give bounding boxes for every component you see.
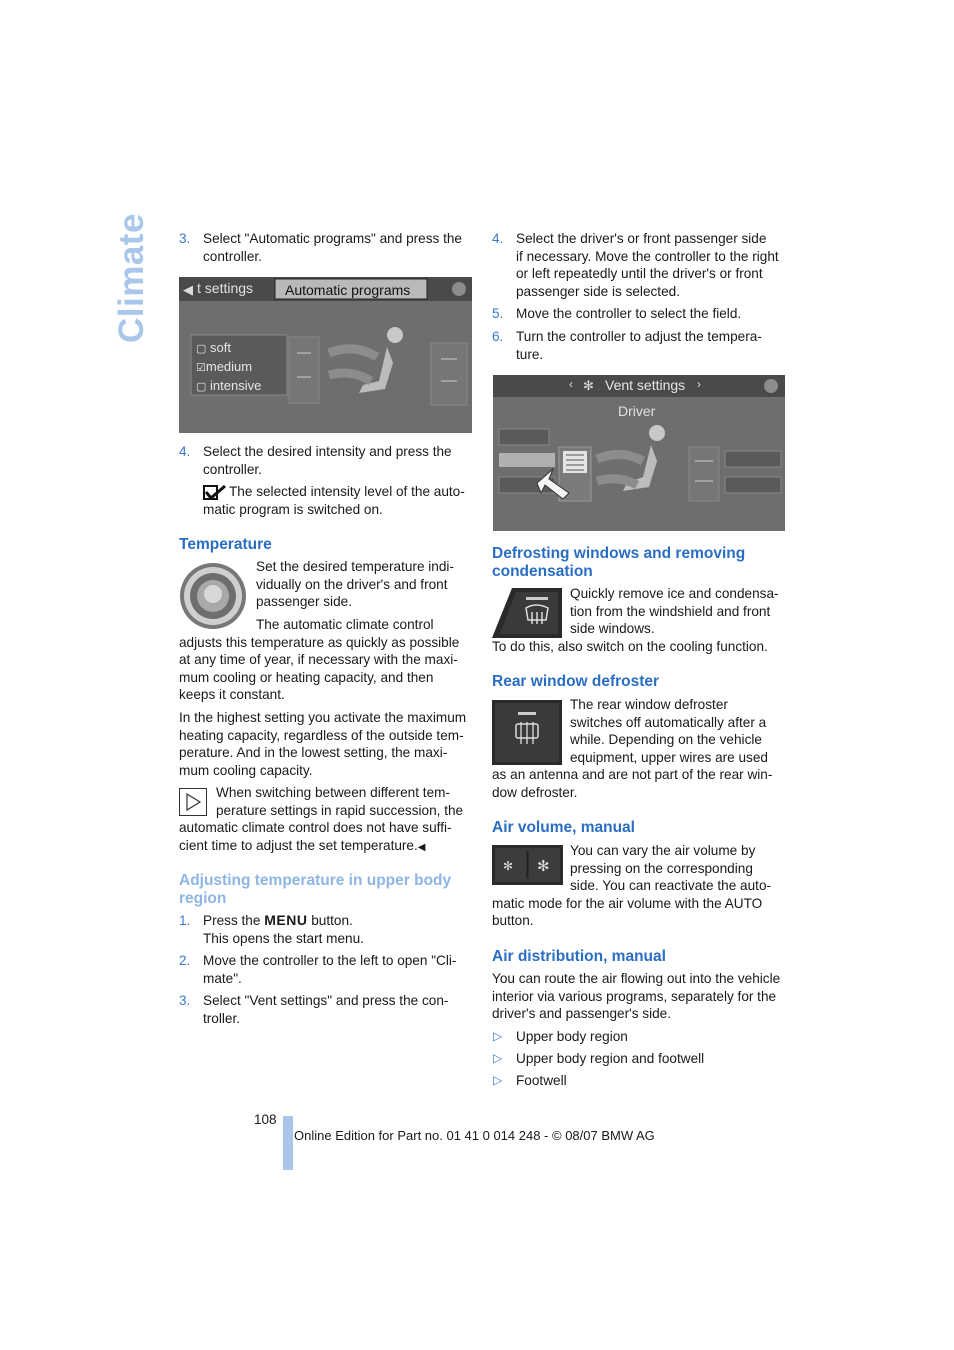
list-item: Footwell — [516, 1073, 567, 1088]
step-text: Move the controller to the left to open "Cli- mate". — [203, 953, 457, 986]
step-text: Select "Vent settings" and press the con- troller. — [203, 993, 449, 1026]
air-distribution-text: You can route the air flowing out into the vehicle interior via various programs, separately for the driver's and passenger's side. — [492, 971, 781, 1022]
step-text: Select "Automatic programs" and press the controller. — [203, 231, 462, 264]
page-number: 108 — [254, 1112, 277, 1127]
list-item: Upper body region and footwell — [516, 1051, 705, 1066]
section-side-title: Climate — [112, 213, 151, 343]
menu-button-label: MENU — [264, 912, 308, 928]
step-text: Turn the controller to adjust the tempera- ture. — [516, 329, 762, 362]
tab-automatic-programs[interactable]: Automatic programs — [285, 282, 411, 298]
bullet-icon: ▷ — [493, 1051, 503, 1065]
footer-accent-bar — [283, 1116, 293, 1170]
heading-air-distribution: Air distribution, manual — [492, 948, 666, 965]
heading-rear-window-defroster: Rear window defroster — [492, 673, 660, 690]
rear-defrost-text: The rear window defroster switches off automatically after a while. Depending on the vehicle equipment, upper wires are used as an antenna and are not part of the rear win- dow defroster. — [492, 697, 773, 800]
automatic-programs-screen — [179, 277, 472, 433]
tab-vent-settings[interactable]: t settings — [197, 280, 254, 296]
next-arrow-icon[interactable]: › — [697, 377, 701, 391]
option-intensive[interactable]: ▢ intensive — [196, 378, 262, 393]
tip-text: When switching between different tem- perature settings in rapid succession, the automatic climate control does not have suffi- cient time to adjust the set temperature.◀ — [179, 785, 464, 853]
step-text: Move the controller to select the field. — [516, 306, 742, 321]
step-text: Press the MENU button. This opens the start menu. — [203, 912, 364, 946]
footer-edition-text: Online Edition for Part no. 01 41 0 014 248 - © 08/07 BMW AG — [294, 1128, 655, 1143]
heading-temperature: Temperature — [179, 536, 272, 553]
step-number: 3. — [179, 993, 191, 1008]
bullet-icon: ▷ — [493, 1073, 503, 1087]
svg-text:◀: ◀ — [183, 283, 193, 298]
step-number: 4. — [492, 231, 504, 246]
temperature-paragraph-2: The automatic climate control adjusts this temperature as quickly as possible at any time of year, if necessary with the maxi- mum cooling or heating capacity, and then keeps it constant. — [179, 617, 460, 703]
program-options[interactable] — [196, 339, 261, 396]
svg-text:✻: ✻ — [537, 857, 550, 875]
svg-text:✻: ✻ — [503, 859, 514, 873]
step-number: 2. — [179, 953, 191, 968]
heading-adjusting-temperature: Adjusting temperature in upper body region — [179, 872, 452, 907]
temperature-paragraph-3: In the highest setting you activate the maximum heating capacity, regardless of the outside tem- perature. And in the lowest setting, the maxi- mum cooling capacity. — [179, 710, 467, 778]
step-number: 3. — [179, 231, 191, 246]
note-text: The selected intensity level of the auto- matic program is switched on. — [203, 484, 465, 517]
step-number: 4. — [179, 444, 191, 459]
driver-label: Driver — [618, 403, 656, 419]
air-volume-text: You can vary the air volume by pressing on the corresponding side. You can reactivate the auto- matic mode for the air volume with the AUTO button. — [492, 843, 772, 929]
bullet-icon: ▷ — [493, 1029, 503, 1043]
option-medium[interactable]: ☑medium — [196, 359, 253, 374]
list-item: Upper body region — [516, 1029, 628, 1044]
step-number: 1. — [179, 913, 191, 928]
screen-graphics — [493, 375, 785, 531]
prev-arrow-icon[interactable]: ‹ — [569, 377, 573, 391]
vent-settings-title: Vent settings — [605, 377, 686, 393]
end-mark-icon: ◀ — [417, 841, 426, 853]
option-soft[interactable]: ▢ soft — [196, 340, 231, 355]
temperature-paragraph-1: Set the desired temperature indi- vidually on the driver's and front passenger side. — [256, 559, 454, 610]
heading-air-volume: Air volume, manual — [492, 819, 635, 836]
heading-defrosting: Defrosting windows and removing condensation — [492, 545, 746, 580]
step-text: Select the desired intensity and press the controller. — [203, 444, 452, 477]
fan-icon: ✻ — [583, 378, 594, 393]
step-number: 5. — [492, 306, 504, 321]
defrost-text: Quickly remove ice and condensa- tion from the windshield and front side windows. To do this, also switch on the cooling function. — [492, 586, 779, 654]
vent-settings-screen — [493, 375, 785, 531]
step-number: 6. — [492, 329, 504, 344]
step-text: Select the driver's or front passenger side if necessary. Move the controller to the right or left repeatedly until the driver's or front passenger side is selected. — [516, 231, 779, 299]
